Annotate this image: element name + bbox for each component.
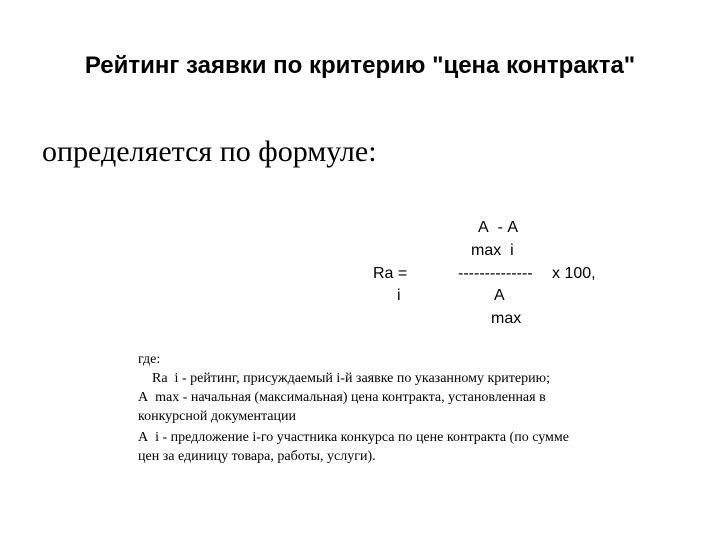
notes-line-4: А i - предложение i-го участника конкурса по цене контракта (по сумме	[138, 430, 569, 445]
formula-denominator-top: А	[494, 287, 505, 304]
notes-line-5: цен за единицу товара, работы, услуги).	[138, 449, 376, 464]
notes-line-3: конкурсной документации	[138, 409, 296, 424]
formula-multiplier: x 100,	[552, 265, 596, 282]
slide-subtitle: определяется по формуле:	[42, 135, 377, 168]
notes-where: где:	[138, 352, 161, 367]
formula-numerator-sub: max i	[471, 242, 514, 259]
notes-line-1: Ra i - рейтинг, присуждаемый i-й заявке по указанному критерию;	[152, 371, 550, 386]
formula-lhs: Ra =	[373, 265, 408, 282]
formula-fraction-line: --------------	[458, 265, 533, 282]
formula-numerator-top: А - А	[478, 219, 519, 236]
formula-denominator-sub: max	[491, 310, 522, 327]
formula-lhs-subscript: i	[397, 287, 401, 304]
notes-line-2: А max - начальная (максимальная) цена контракта, установленная в	[138, 390, 546, 405]
slide-title: Рейтинг заявки по критерию "цена контракта"	[84, 52, 636, 79]
